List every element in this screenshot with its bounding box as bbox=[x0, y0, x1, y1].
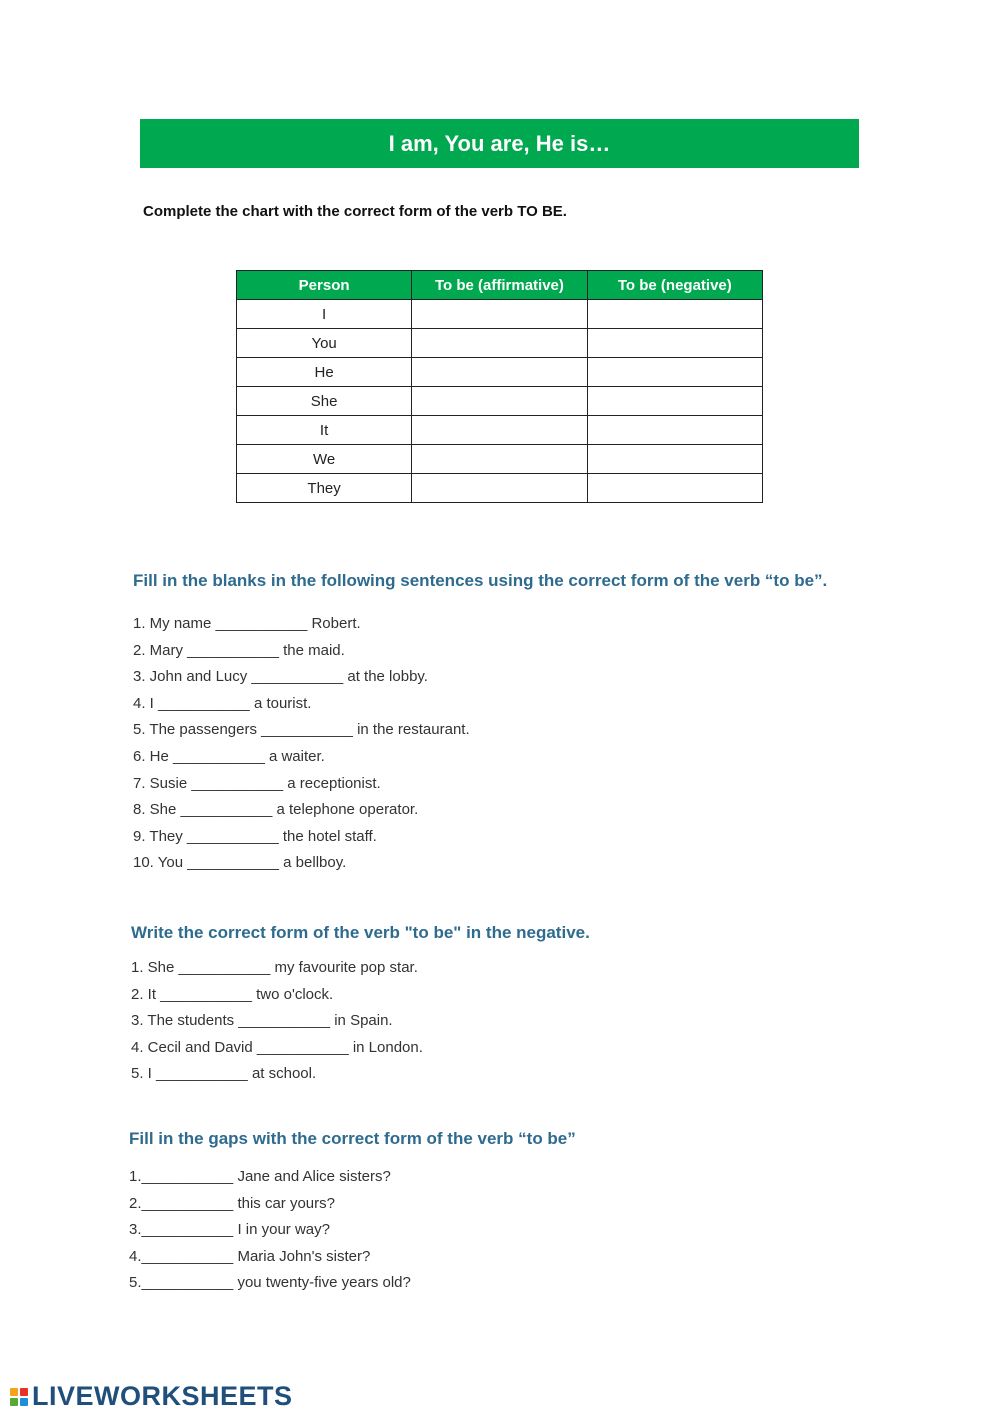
section1-list bbox=[133, 611, 470, 877]
affirmative-cell[interactable] bbox=[412, 329, 587, 358]
list-item: 1. My name ___________ Robert. bbox=[133, 615, 361, 632]
person-cell: You bbox=[237, 329, 412, 358]
chart-row bbox=[237, 416, 763, 445]
affirmative-cell[interactable] bbox=[412, 358, 587, 387]
chart-row bbox=[237, 300, 763, 329]
list-item: 4. Cecil and David ___________ in London. bbox=[131, 1038, 423, 1056]
list-item: 5. I ___________ at school. bbox=[131, 1065, 317, 1083]
affirmative-cell[interactable] bbox=[412, 445, 587, 474]
list-item: 7. Susie ___________ a receptionist. bbox=[133, 774, 381, 792]
negative-cell[interactable] bbox=[587, 387, 762, 416]
chart-instruction: Complete the chart with the correct form of the verb TO BE. bbox=[143, 203, 567, 220]
negative-cell[interactable] bbox=[587, 358, 762, 387]
person-cell: They bbox=[237, 474, 412, 503]
list-item: 2. Mary ___________ the maid. bbox=[133, 641, 345, 659]
list-item: 3.___________ I in your way? bbox=[129, 1221, 330, 1239]
list-item: 4. I ___________ a tourist. bbox=[133, 694, 312, 712]
list-item: 4.___________ Maria John's sister? bbox=[129, 1247, 371, 1265]
chart-row bbox=[237, 474, 763, 503]
list-item: 6. He ___________ a waiter. bbox=[133, 747, 325, 765]
list-item: 5.___________ you twenty-five years old? bbox=[129, 1274, 411, 1292]
affirmative-cell[interactable] bbox=[412, 387, 587, 416]
list-item: 10. You ___________ a bellboy. bbox=[133, 854, 347, 872]
section1-heading: Fill in the blanks in the following sentences using the correct form of the verb “to be”. bbox=[133, 571, 828, 590]
chart-row bbox=[237, 329, 763, 358]
section3-heading: Fill in the gaps with the correct form of the verb “to be” bbox=[129, 1129, 576, 1148]
header-affirmative: To be (affirmative) bbox=[412, 271, 587, 300]
logo-text: LIVEWORKSHEETS bbox=[32, 1381, 293, 1411]
chart-row bbox=[237, 358, 763, 387]
list-item: 8. She ___________ a telephone operator. bbox=[133, 801, 419, 819]
person-cell: I bbox=[237, 300, 412, 329]
worksheet-title: I am, You are, He is… bbox=[140, 119, 859, 168]
list-item: 5. The passengers ___________ in the restaurant. bbox=[133, 721, 470, 739]
section3-list bbox=[129, 1164, 411, 1297]
chart-row bbox=[237, 387, 763, 416]
negative-cell[interactable] bbox=[587, 474, 762, 503]
negative-cell[interactable] bbox=[587, 300, 762, 329]
list-item: 9. They ___________ the hotel staff. bbox=[133, 827, 377, 845]
liveworksheets-logo[interactable] bbox=[10, 1381, 293, 1412]
list-item: 2.___________ this car yours? bbox=[129, 1194, 335, 1212]
person-cell: We bbox=[237, 445, 412, 474]
list-item: 3. John and Lucy ___________ at the lobby. bbox=[133, 668, 428, 686]
chart-row bbox=[237, 445, 763, 474]
person-cell: He bbox=[237, 358, 412, 387]
person-cell: She bbox=[237, 387, 412, 416]
affirmative-cell[interactable] bbox=[412, 416, 587, 445]
list-item: 3. The students ___________ in Spain. bbox=[131, 1012, 393, 1030]
chart-header-row bbox=[237, 271, 763, 300]
header-person: Person bbox=[237, 271, 412, 300]
affirmative-cell[interactable] bbox=[412, 300, 587, 329]
logo-squares-icon bbox=[10, 1388, 28, 1406]
affirmative-cell[interactable] bbox=[412, 474, 587, 503]
person-cell: It bbox=[237, 416, 412, 445]
section2-heading: Write the correct form of the verb "to be" in the negative. bbox=[131, 923, 590, 942]
list-item: 1. She ___________ my favourite pop star. bbox=[131, 959, 418, 976]
verb-chart bbox=[236, 270, 763, 503]
negative-cell[interactable] bbox=[587, 416, 762, 445]
list-item: 1.___________ Jane and Alice sisters? bbox=[129, 1168, 391, 1185]
section2-list bbox=[131, 955, 423, 1088]
negative-cell[interactable] bbox=[587, 329, 762, 358]
negative-cell[interactable] bbox=[587, 445, 762, 474]
header-negative: To be (negative) bbox=[587, 271, 762, 300]
list-item: 2. It ___________ two o'clock. bbox=[131, 985, 334, 1003]
